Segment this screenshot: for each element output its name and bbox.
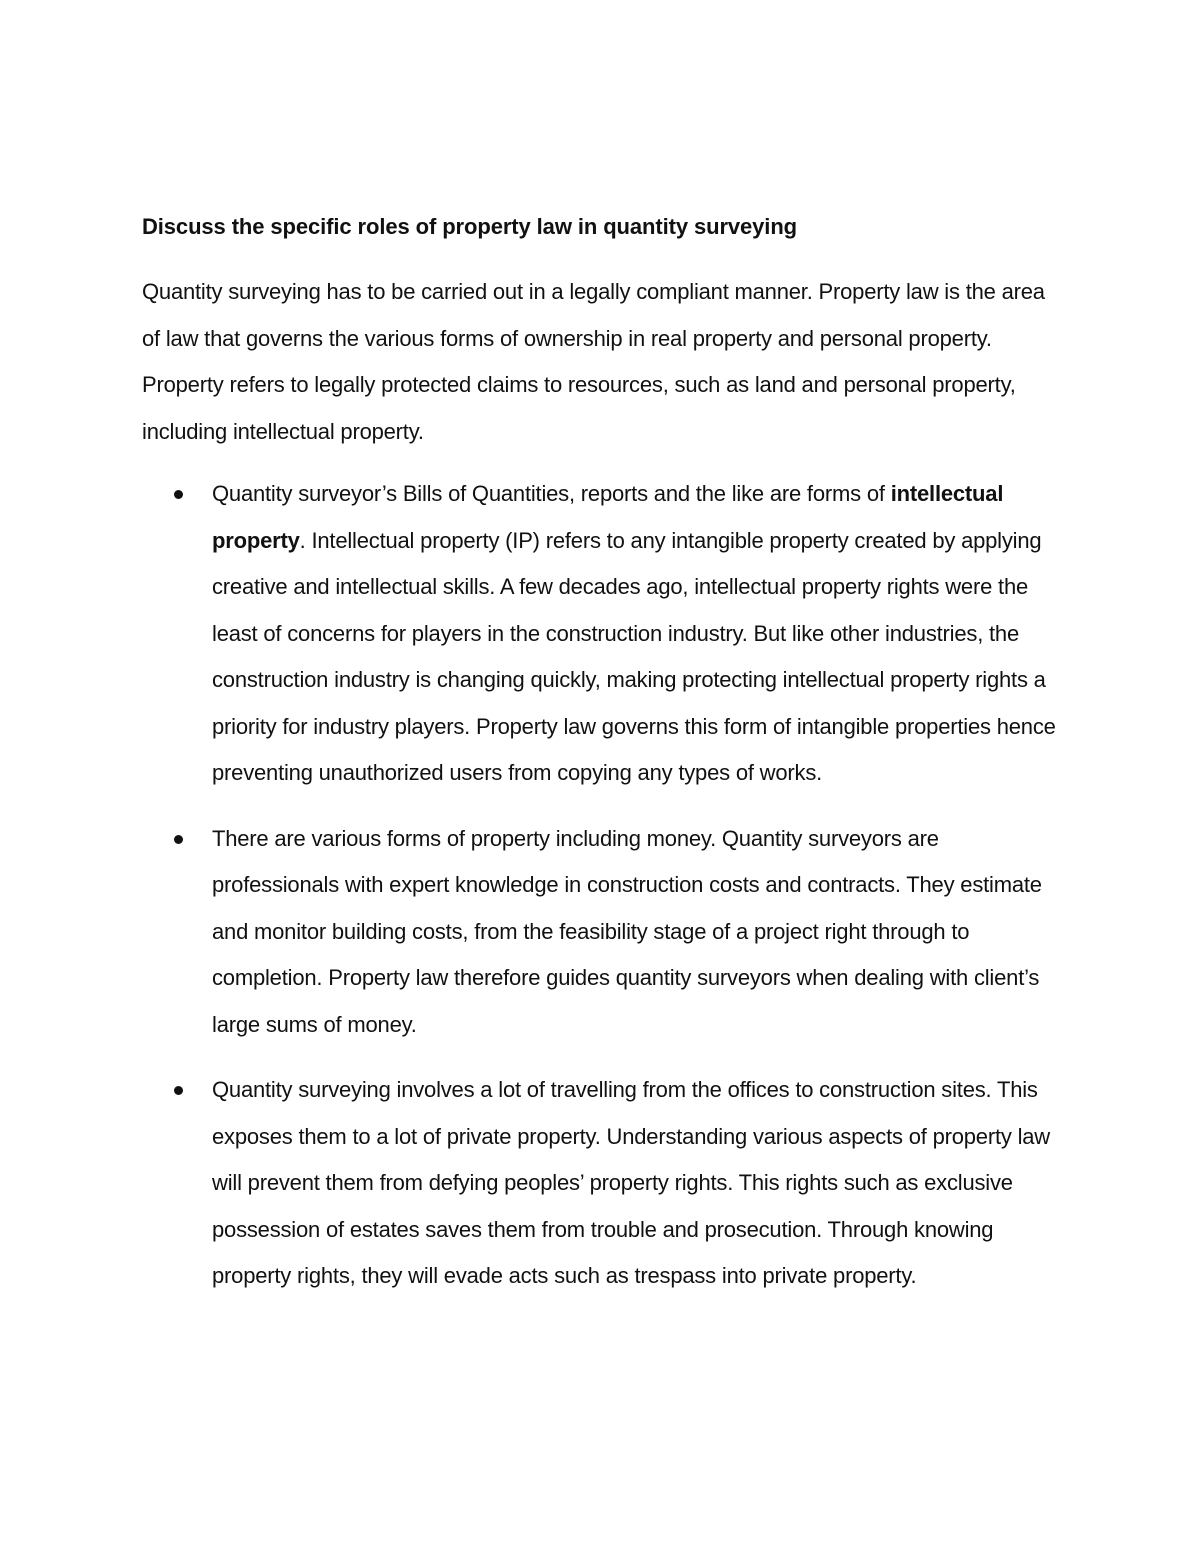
bullet-dot-icon <box>174 1086 183 1095</box>
bullet-text: There are various forms of property including money. Quantity surveyors are professionals with expert knowledge in construction costs and contracts. They estimate and monitor building costs, from the feasibility stage of a project right through to completion. Property law therefore guides quantity surveyors when dealing with client’s large sums of money. <box>212 825 1042 1037</box>
bullet-text-lead: Quantity surveyor’s Bills of Quantities, reports and the like are forms of <box>212 481 891 506</box>
document-title: Discuss the specific roles of property law in quantity surveying <box>142 214 797 239</box>
document-content <box>142 207 1067 1319</box>
bullet-list <box>142 471 1067 1300</box>
bullet-item-private-property <box>142 1067 1067 1300</box>
intro-paragraph: Quantity surveying has to be carried out in a legally compliant manner. Property law is the area of law that governs the various forms of ownership in real property and personal property. Property refers to legally protected claims to resources, such as land and personal property, including intellectual property. <box>142 279 1045 444</box>
bullet-text: Quantity surveying involves a lot of travelling from the offices to construction sites. This exposes them to a lot of private property. Understanding various aspects of property law will prevent them from defying peoples’ property rights. This rights such as exclusive possession of estates saves them from trouble and prosecution. Through knowing property rights, they will evade acts such as trespass into private property. <box>212 1077 1050 1288</box>
bullet-item-intellectual-property <box>142 471 1067 797</box>
bullet-text-bold: intellectual property <box>212 481 1004 553</box>
bullet-item-money <box>142 816 1067 1049</box>
bullet-dot-icon <box>174 490 183 499</box>
bullet-text-rest: . Intellectual property (IP) refers to any intangible property created by applying creative and intellectual skills. A few decades ago, intellectual property rights were the least of concerns for players in the construction industry. But like other industries, the construction industry is changing quickly, making protecting intellectual property rights a priority for industry players. Property law governs this form of intangible properties hence preventing unauthorized users from copying any types of works. <box>212 527 1056 785</box>
bullet-dot-icon <box>174 835 183 844</box>
